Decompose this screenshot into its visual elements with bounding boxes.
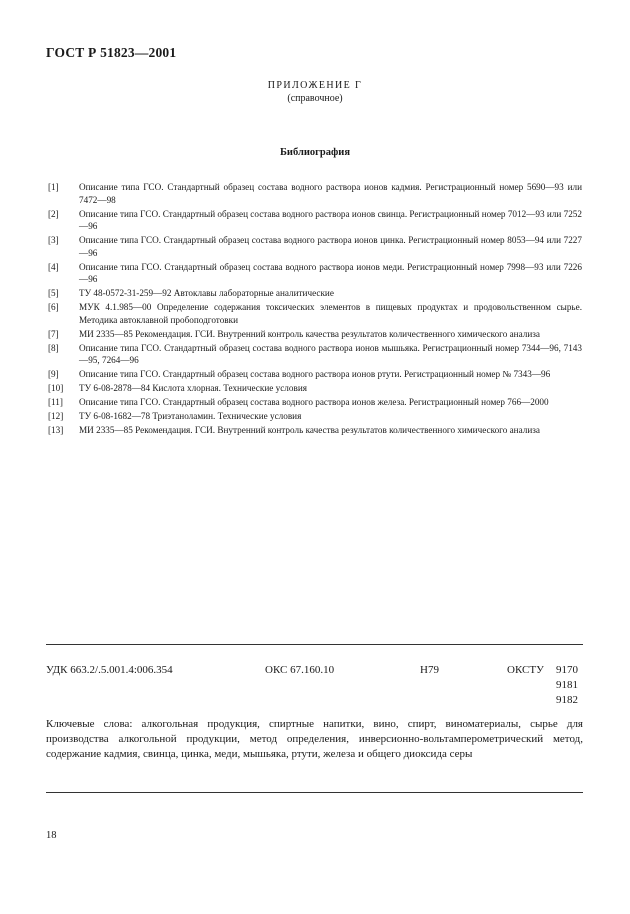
bibliography-entry: [48, 287, 582, 300]
entry-number: [6]: [48, 302, 59, 312]
entry-text: Описание типа ГСО. Стандартный образец состава водного раствора ионов ртути. Регистрационный номер № 7343—96: [79, 369, 551, 379]
appendix-subtitle: (справочное): [287, 93, 343, 104]
entry-text: Описание типа ГСО. Стандартный образец состава водного раствора ионов меди. Регистрационный номер 7998—93 или 7226—96: [79, 261, 582, 284]
okstu-label: ОКСТУ: [507, 664, 544, 676]
bibliography-entry: [48, 368, 582, 381]
bibliography-entry: [48, 328, 582, 341]
entry-text: Описание типа ГСО. Стандартный образец состава водного раствора ионов цинка. Регистрационный номер 8053—94 или 7227—96: [79, 235, 582, 258]
bibliography-entry: [48, 342, 582, 367]
bibliography-entry: [48, 261, 582, 286]
top-divider: [46, 644, 583, 645]
okstu-code: 9181: [556, 679, 578, 691]
bibliography-entry: [48, 396, 582, 409]
bottom-divider: [46, 792, 583, 793]
entry-text: МИ 2335—85 Рекомендация. ГСИ. Внутренний контроль качества результатов количественного химического анализа: [79, 328, 540, 339]
entry-text: Описание типа ГСО. Стандартный образец состава водного раствора ионов свинца. Регистрационный номер 7012—93 или 7252—96: [79, 208, 582, 231]
entry-number: [9]: [48, 369, 59, 379]
bibliography-entry: [48, 410, 582, 423]
standard-header: ГОСТ Р 51823—2001: [46, 45, 177, 60]
bibliography-entry: [48, 208, 582, 233]
entry-number: [2]: [48, 208, 59, 219]
bibliography-entry: [48, 382, 582, 395]
entry-text: МУК 4.1.985—00 Определение содержания токсических элементов в пищевых продуктах и продовольственном сырье. Методика автоклавной пробоподготовки: [79, 302, 582, 325]
entry-number: [10]: [48, 383, 64, 393]
entry-number: [11]: [48, 397, 63, 407]
bibliography-title: Библиография: [279, 147, 351, 158]
entry-number: [8]: [48, 342, 59, 353]
entry-text: МИ 2335—85 Рекомендация. ГСИ. Внутренний контроль качества результатов количественного химического анализа: [79, 425, 540, 435]
bibliography-list: [48, 181, 582, 438]
entry-text: ТУ 6-08-1682—78 Триэтаноламин. Технические условия: [79, 411, 302, 421]
bibliography-entry: [48, 424, 582, 437]
bibliography-entry: [48, 181, 582, 206]
appendix-title: ПРИЛОЖЕНИЕ Г: [267, 80, 363, 91]
category-code: Н79: [420, 664, 439, 676]
entry-text: Описание типа ГСО. Стандартный образец состава водного раствора ионов кадмия. Регистрационный номер 5690—93 или 7472—98: [79, 182, 582, 205]
udc-code: УДК 663.2/.5.001.4:006.354: [46, 664, 173, 676]
entry-text: Описание типа ГСО. Стандартный образец состава водного раствора ионов мышьяка. Регистрационный номер 7344—96, 7143—95, 7264—96: [79, 342, 582, 365]
keywords: Ключевые слова: алкогольная продукция, спиртные напитки, вино, спирт, виноматериалы, сырье для производства алкогольной продукции, метод определения, инверсионно-вольтамперометрический метод, содержание кадмия, свинца, цинка, меди, мышьяка, ртути, железа и общего диоксида серы: [46, 718, 583, 760]
bibliography-entry: [48, 234, 582, 259]
entry-text: ТУ 48-0572-31-259—92 Автоклавы лабораторные аналитические: [79, 288, 334, 298]
bibliography-entry: [48, 301, 582, 326]
entry-number: [7]: [48, 328, 59, 339]
entry-text: Описание типа ГСО. Стандартный образец состава водного раствора ионов железа. Регистрационный номер 766—2000: [79, 397, 549, 407]
entry-number: [3]: [48, 235, 59, 245]
okstu-code: 9182: [556, 694, 578, 706]
okstu-code: 9170: [556, 664, 578, 676]
entry-number: [12]: [48, 411, 64, 421]
oks-code: ОКС 67.160.10: [265, 664, 335, 676]
page-number: 18: [46, 830, 57, 841]
entry-number: [13]: [48, 425, 64, 435]
entry-number: [1]: [48, 182, 59, 192]
entry-text: ТУ 6-08-2878—84 Кислота хлорная. Технические условия: [79, 383, 307, 393]
entry-number: [4]: [48, 261, 59, 272]
entry-number: [5]: [48, 288, 59, 298]
